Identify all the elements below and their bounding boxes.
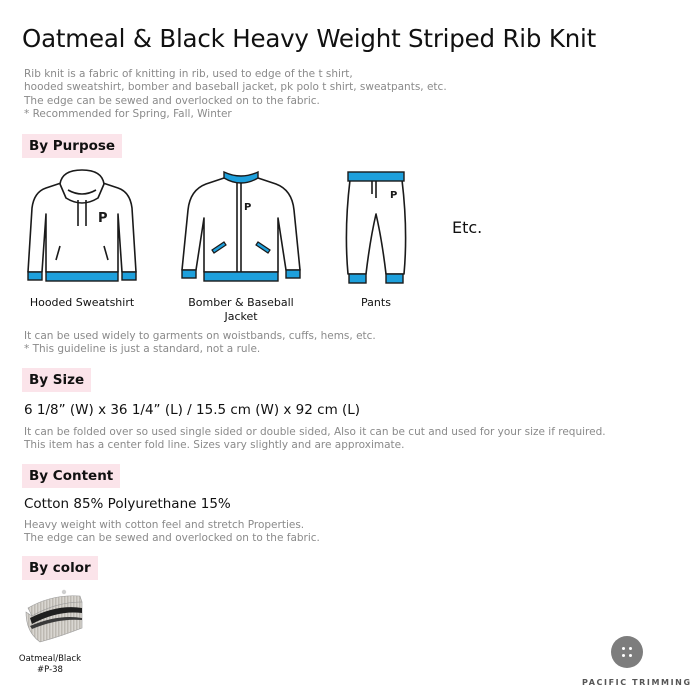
brand-logo <box>582 636 692 687</box>
hooded-sweatshirt-illustration <box>26 168 138 284</box>
intro-text: Rib knit is a fabric of knitting in rib, used to edge of the t shirt, hooded sweatshirt, bomber and baseball jacket, pk polo t shirt, sweatpants, etc. The edge can be sewed and overlocked on to the fabric. * Recommended for Spring, Fall, Winter <box>24 68 447 120</box>
bomber-jacket-illustration <box>180 168 302 284</box>
purpose-notes: It can be used widely to garments on woistbands, cuffs, hems, etc. * This guideline is just a standard, not a rule. <box>24 330 376 356</box>
content-value: Cotton 85% Polyurethane 15% <box>24 496 231 512</box>
by-content-label: By Content <box>22 464 120 488</box>
page-title: Oatmeal & Black Heavy Weight Striped Rib Knit <box>22 24 597 53</box>
size-value: 6 1/8” (W) x 36 1/4” (L) / 15.5 cm (W) x 92 cm (L) <box>24 402 361 418</box>
by-color-label: By color <box>22 556 98 580</box>
bomber-jacket-label: Bomber & Baseball Jacket <box>188 296 294 323</box>
garment-logo-letter: P <box>390 190 398 201</box>
color-swatch-oatmeal-black[interactable] <box>22 588 86 650</box>
garment-logo-letter: P <box>98 211 108 226</box>
brand-name: PACIFIC TRIMMING <box>582 678 692 687</box>
by-purpose-label: By Purpose <box>22 134 122 158</box>
pants-label: Pants <box>361 296 391 309</box>
button-logo-icon <box>611 636 643 668</box>
hooded-sweatshirt-label: Hooded Sweatshirt <box>29 296 135 309</box>
pants-illustration <box>344 170 408 286</box>
etc-text: Etc. <box>452 218 483 237</box>
size-notes: It can be folded over so used single sided or double sided, Also it can be cut and used for your size if required. This item has a center fold line. Sizes vary slightly and are approximate. <box>24 426 606 452</box>
garment-logo-letter: P <box>244 202 252 213</box>
content-notes: Heavy weight with cotton feel and stretch Properties. The edge can be sewed and overlocked on to the fabric. <box>24 519 320 545</box>
by-size-label: By Size <box>22 368 91 392</box>
swatch-label: Oatmeal/Black #P-38 <box>18 654 82 675</box>
